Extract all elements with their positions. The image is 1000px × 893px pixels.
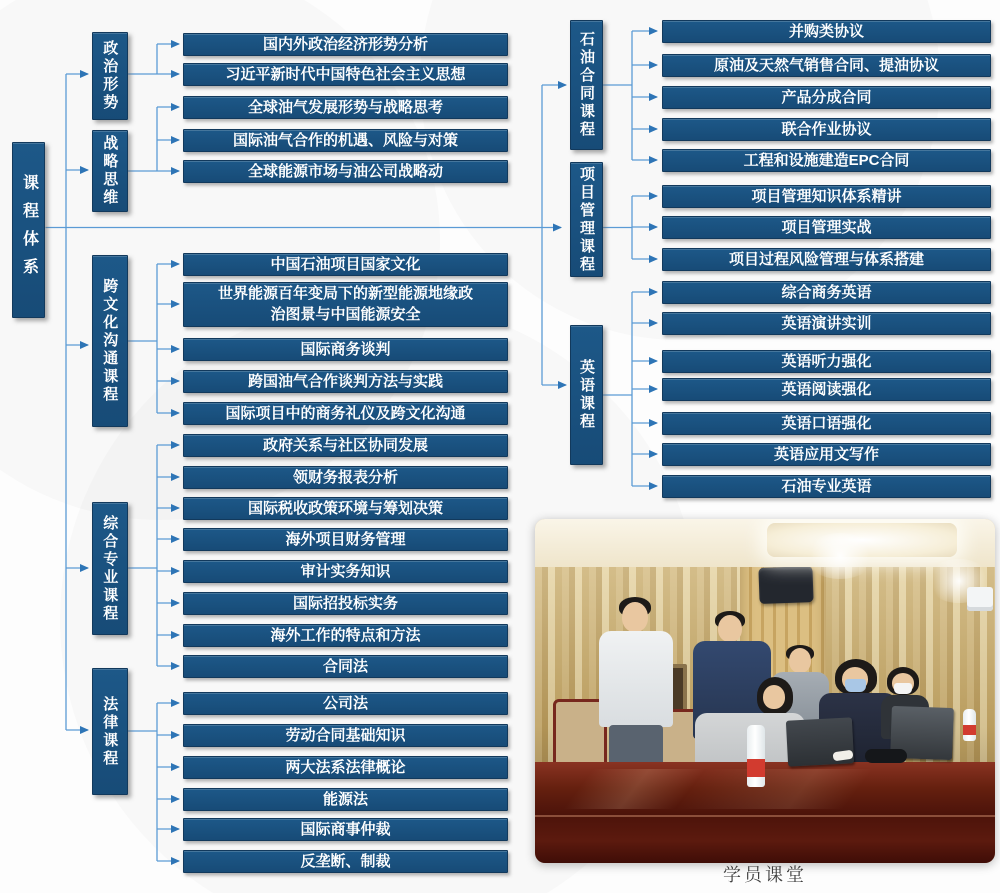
- category-shiyou: 石油合同课程: [570, 20, 603, 150]
- course-item: 项目过程风险管理与体系搭建: [662, 248, 991, 271]
- water-bottle: [963, 709, 976, 741]
- course-item: 全球能源市场与油公司战略动: [183, 160, 508, 183]
- course-item: 英语口语强化: [662, 412, 991, 435]
- ceiling-light-glow: [805, 533, 875, 579]
- photo-caption: 学员课堂: [723, 865, 807, 885]
- course-item: 英语阅读强化: [662, 378, 991, 401]
- course-item: 海外项目财务管理: [183, 528, 508, 551]
- course-item: 联合作业协议: [662, 118, 991, 141]
- pouch: [865, 749, 907, 763]
- course-item: 国际油气合作的机遇、风险与对策: [183, 129, 508, 152]
- course-item: 英语演讲实训: [662, 312, 991, 335]
- course-item: 世界能源百年变局下的新型能源地缘政治图景与中国能源安全: [183, 282, 508, 327]
- course-item: 国际税收政策环境与筹划决策: [183, 497, 508, 520]
- category-zonghe: 综合专业课程: [92, 502, 128, 635]
- course-item: 能源法: [183, 788, 508, 811]
- water-bottle: [747, 725, 765, 787]
- category-zhengzhi: 政治形势: [92, 32, 128, 120]
- course-item: 国内外政治经济形势分析: [183, 33, 508, 56]
- course-item: 跨国油气合作谈判方法与实践: [183, 370, 508, 393]
- course-item: 反垄断、制裁: [183, 850, 508, 873]
- course-item: 综合商务英语: [662, 281, 991, 304]
- table-reflection: [535, 769, 995, 809]
- classroom-photo: [535, 519, 995, 863]
- category-falv: 法律课程: [92, 668, 128, 795]
- root-node-course-system: 课程体系: [12, 142, 45, 318]
- course-item: 国际项目中的商务礼仪及跨文化沟通: [183, 402, 508, 425]
- course-item: 习近平新时代中国特色社会主义思想: [183, 63, 508, 86]
- course-item: 审计实务知识: [183, 560, 508, 583]
- course-item: 英语应用文写作: [662, 443, 991, 466]
- table-edge: [535, 815, 995, 817]
- category-xiangmu: 项目管理课程: [570, 162, 603, 277]
- course-item: 合同法: [183, 655, 508, 678]
- course-item: 英语听力强化: [662, 350, 991, 373]
- category-kuawenhua: 跨文化沟通课程: [92, 255, 128, 427]
- course-item: 政府关系与社区协同发展: [183, 434, 508, 457]
- course-item: 海外工作的特点和方法: [183, 624, 508, 647]
- course-item: 项目管理实战: [662, 216, 991, 239]
- course-item: 原油及天然气销售合同、提油协议: [662, 54, 991, 77]
- course-item: 公司法: [183, 692, 508, 715]
- course-item: 石油专业英语: [662, 475, 991, 498]
- course-item: 领财务报表分析: [183, 466, 508, 489]
- wall-unit: [967, 587, 993, 611]
- course-item: 两大法系法律概论: [183, 756, 508, 779]
- course-item: 全球油气发展形势与战略思考: [183, 96, 508, 119]
- course-item: 项目管理知识体系精讲: [662, 185, 991, 208]
- wall-speaker: [758, 566, 813, 604]
- course-item: 中国石油项目国家文化: [183, 253, 508, 276]
- course-item: 并购类协议: [662, 20, 991, 43]
- course-item: 国际招投标实务: [183, 592, 508, 615]
- category-zhanlue: 战略思维: [92, 130, 128, 212]
- standing-man-white-shirt: [593, 597, 683, 787]
- course-item: 工程和设施建造EPC合同: [662, 149, 991, 172]
- category-yingyu: 英语课程: [570, 325, 603, 465]
- course-item: 国际商事仲裁: [183, 818, 508, 841]
- course-item: 国际商务谈判: [183, 338, 508, 361]
- course-item: 产品分成合同: [662, 86, 991, 109]
- course-item: 劳动合同基础知识: [183, 724, 508, 747]
